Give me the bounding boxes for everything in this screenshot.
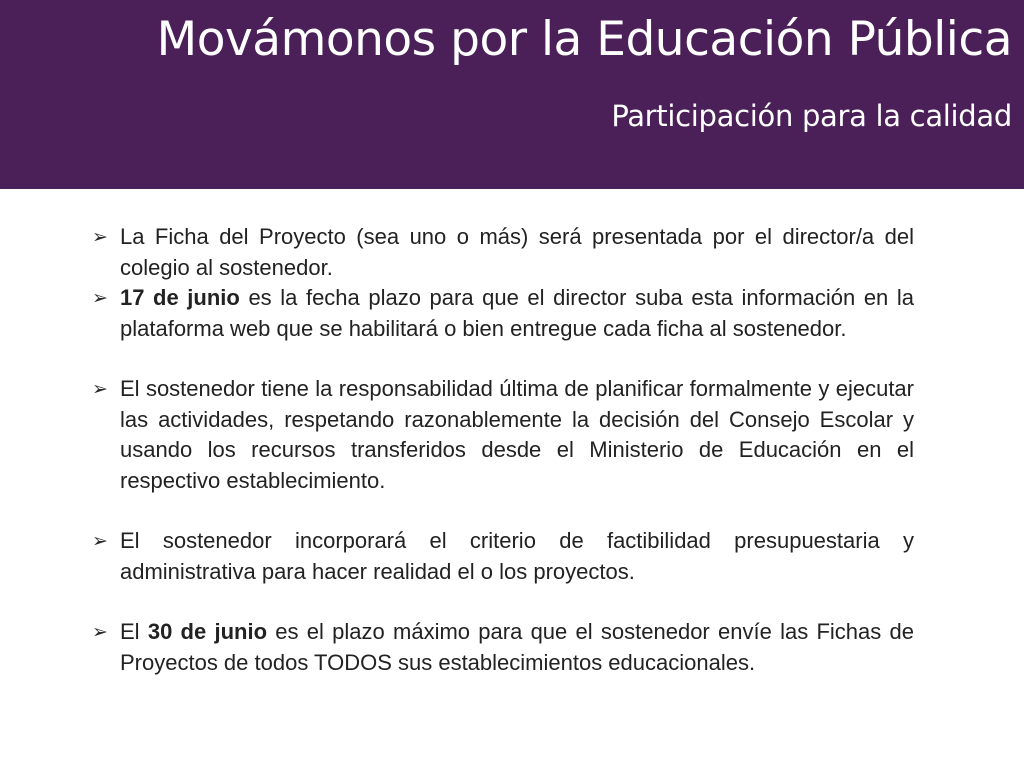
- list-item: [92, 283, 914, 344]
- bullet-text: El sostenedor tiene la responsabilidad última de planificar formalmente y ejecutar las actividades, respetando razonablemente la decisión del Consejo Escolar y usando los recursos transferidos desde el Ministerio de Educación en el respectivo establecimiento.: [120, 376, 914, 493]
- list-item: [92, 617, 914, 678]
- bullet-text: es el plazo máximo para que el sostenedor envíe las Fichas de Proyectos de todos TODOS sus establecimientos educacionales.: [120, 619, 914, 675]
- list-item: [92, 374, 914, 496]
- bullet-list: [92, 222, 914, 678]
- arrow-bullet-icon: ➢: [92, 621, 108, 643]
- bullet-text: es la fecha plazo para que el director suba esta información en la plataforma web que se habilitará o bien entregue cada ficha al sostenedor.: [120, 285, 914, 341]
- bullet-prefix: El: [120, 619, 148, 644]
- arrow-bullet-icon: ➢: [92, 287, 108, 309]
- arrow-bullet-icon: ➢: [92, 530, 108, 552]
- bullet-date: 30 de junio: [147, 619, 268, 644]
- slide-subtitle: Participación para la calidad: [611, 99, 1012, 133]
- arrow-bullet-icon: ➢: [92, 226, 108, 248]
- list-item: [92, 222, 914, 283]
- bullet-text: El sostenedor incorporará el criterio de factibilidad presupuestaria y administrativa para hacer realidad el o los proyectos.: [120, 528, 914, 584]
- list-item: [92, 526, 914, 587]
- slide-title: Movámonos por la Educación Pública: [156, 12, 1012, 67]
- bullet-date: 17 de junio: [120, 285, 240, 310]
- bullet-text: La Ficha del Proyecto (sea uno o más) será presentada por el director/a del colegio al sostenedor.: [120, 224, 914, 280]
- arrow-bullet-icon: ➢: [92, 378, 108, 400]
- slide-header: [0, 0, 1024, 189]
